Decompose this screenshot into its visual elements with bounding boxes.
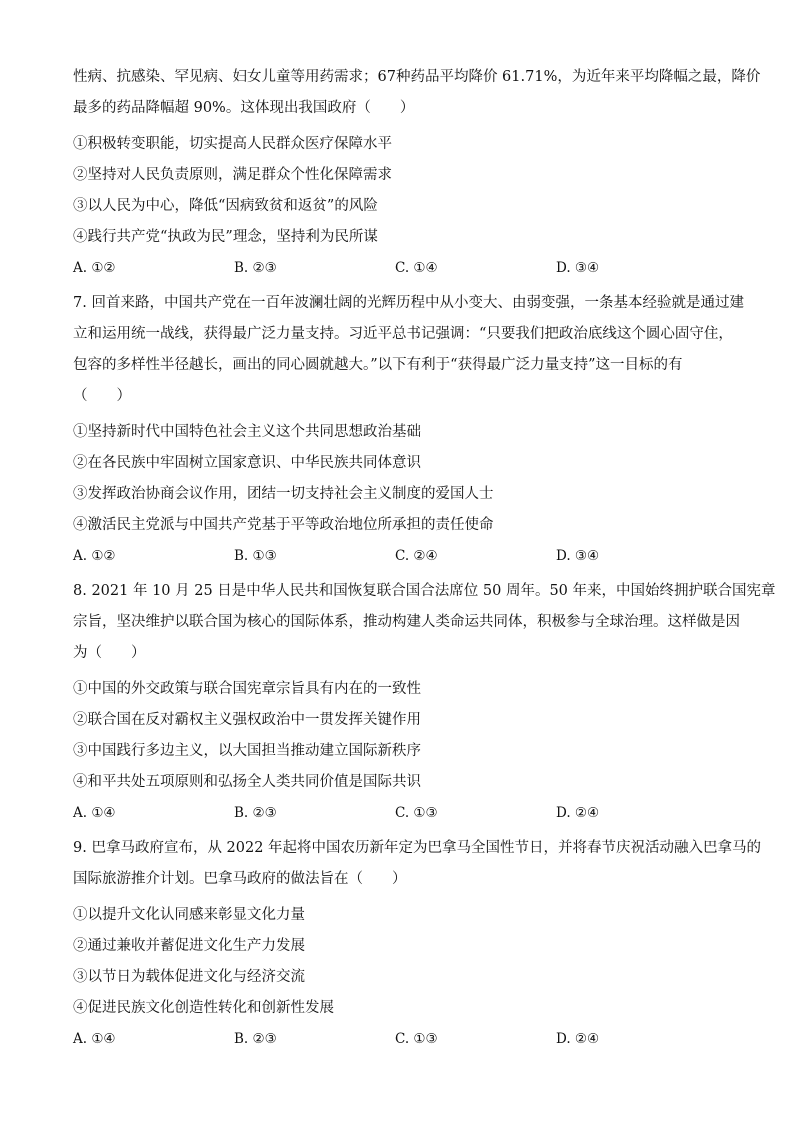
option-1: ①中国的外交政策与联合国宪章宗旨具有内在的一致性	[73, 681, 421, 697]
answer-choices	[73, 545, 725, 567]
question-7	[73, 288, 744, 567]
question-8-stem	[73, 576, 776, 669]
stem-line: 9. 巴拿马政府宣布，从 2022 年起将中国农历新年定为巴拿马全国性节日，并将春节庆祝活动融入巴拿马的	[73, 840, 762, 856]
stem-line: 8. 2021 年 10 月 25 日是中华人民共和国恢复联合国合法席位 50 周年。50 年来，中国始终拥护联合国宪章	[73, 583, 776, 599]
exam-page	[73, 62, 776, 1059]
question-6	[73, 62, 761, 279]
choice-b[interactable]: B. ②③	[234, 260, 277, 276]
choice-c[interactable]: C. ①③	[395, 1031, 438, 1047]
option-3: ③以人民为中心，降低“因病致贫和返贫”的风险	[73, 198, 378, 214]
option-4: ④激活民主党派与中国共产党基于平等政治地位所承担的责任使命	[73, 517, 494, 533]
question-7-stem	[73, 288, 744, 412]
option-3: ③以节日为载体促进文化与经济交流	[73, 969, 305, 985]
stem-line: 性病、抗感染、罕见病、妇女儿童等用药需求；67种药品平均降价 61.71%，为近年来平均降幅之最，降价	[73, 69, 761, 85]
option-2: ②坚持对人民负责原则，满足群众个性化保障需求	[73, 167, 392, 183]
option-4: ④践行共产党“执政为民”理念，坚持利为民所谋	[73, 229, 378, 245]
option-1: ①积极转变职能，切实提高人民群众医疗保障水平	[73, 136, 392, 152]
stem-line: 为（ ）	[73, 645, 146, 661]
choice-d[interactable]: D. ③④	[556, 548, 600, 564]
option-4: ④和平共处五项原则和弘扬全人类共同价值是国际共识	[73, 774, 421, 790]
answer-choices	[73, 257, 725, 279]
choice-c[interactable]: C. ①③	[395, 805, 438, 821]
choice-a[interactable]: A. ①④	[73, 1031, 116, 1047]
option-2: ②在各民族中牢固树立国家意识、中华民族共同体意识	[73, 455, 421, 471]
choice-c[interactable]: C. ②④	[395, 548, 438, 564]
question-6-stem	[73, 62, 761, 124]
stem-line: 宗旨，坚决维护以联合国为核心的国际体系，推动构建人类命运共同体，积极参与全球治理。这样做是因	[73, 614, 740, 630]
option-2: ②通过兼收并蓄促进文化生产力发展	[73, 938, 305, 954]
choice-c[interactable]: C. ①④	[395, 260, 438, 276]
choice-b[interactable]: B. ①③	[234, 548, 277, 564]
stem-line: 最多的药品降幅超 90%。这体现出我国政府（ ）	[73, 100, 415, 116]
question-8	[73, 576, 776, 824]
stem-line: 7. 回首来路，中国共产党在一百年波澜壮阔的光辉历程中从小变大、由弱变强，一条基本经验就是通过建	[73, 295, 744, 311]
choice-a[interactable]: A. ①②	[73, 548, 116, 564]
stem-line: （ ）	[73, 388, 131, 404]
question-9-stem	[73, 833, 762, 895]
stem-line: 国际旅游推介计划。巴拿马政府的做法旨在（ ）	[73, 871, 407, 887]
stem-line: 包容的多样性半径越长，画出的同心圆就越大。”以下有利于“获得最广泛力量支持”这一目标的有	[73, 357, 683, 373]
question-9	[73, 833, 762, 1050]
choice-a[interactable]: A. ①④	[73, 805, 116, 821]
choice-d[interactable]: D. ③④	[556, 260, 600, 276]
option-1: ①以提升文化认同感来彰显文化力量	[73, 907, 305, 923]
option-2: ②联合国在反对霸权主义强权政治中一贯发挥关键作用	[73, 712, 421, 728]
answer-choices	[73, 802, 725, 824]
option-3: ③中国践行多边主义，以大国担当推动建立国际新秩序	[73, 743, 421, 759]
choice-d[interactable]: D. ②④	[556, 1031, 600, 1047]
option-1: ①坚持新时代中国特色社会主义这个共同思想政治基础	[73, 424, 421, 440]
option-4: ④促进民族文化创造性转化和创新性发展	[73, 1000, 334, 1016]
answer-choices	[73, 1028, 725, 1050]
choice-a[interactable]: A. ①②	[73, 260, 116, 276]
choice-b[interactable]: B. ②③	[234, 1031, 277, 1047]
option-3: ③发挥政治协商会议作用，团结一切支持社会主义制度的爱国人士	[73, 486, 494, 502]
stem-line: 立和运用统一战线，获得最广泛力量支持。习近平总书记强调：“只要我们把政治底线这个圆心固守住，	[73, 326, 733, 342]
choice-d[interactable]: D. ②④	[556, 805, 600, 821]
choice-b[interactable]: B. ②③	[234, 805, 277, 821]
